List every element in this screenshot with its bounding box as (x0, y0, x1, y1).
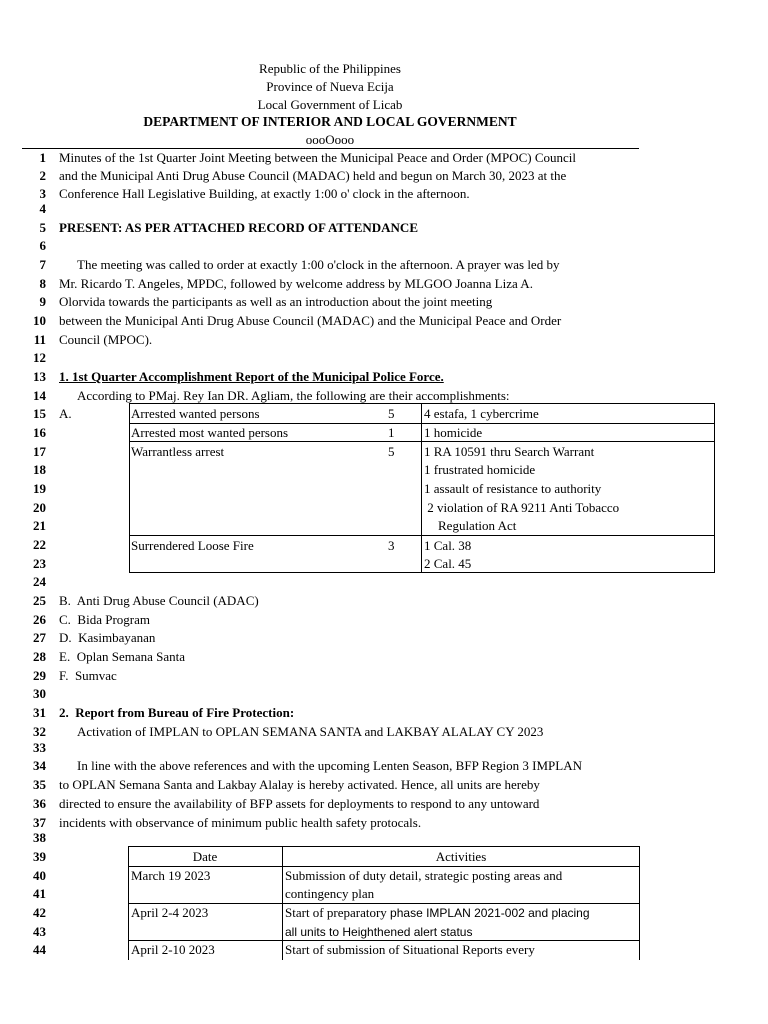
line-number: 24 (33, 574, 46, 589)
table-cell-detail: 1 homicide (424, 425, 483, 440)
table-cell-detail: 2 Cal. 45 (424, 556, 472, 571)
line-number: 33 (33, 740, 46, 755)
header-ornament: oooOooo (305, 132, 355, 147)
line-number: 35 (33, 777, 46, 792)
header-department: DEPARTMENT OF INTERIOR AND LOCAL GOVERNMENT (143, 114, 517, 129)
table-row-divider (128, 903, 640, 904)
line-number: 38 (33, 830, 46, 845)
table-cell-date: April 2-10 2023 (131, 942, 215, 957)
table-cell-count: 5 (388, 406, 395, 421)
line-number: 41 (33, 886, 46, 901)
line-number: 12 (33, 350, 46, 365)
table-cell-date: March 19 2023 (131, 868, 211, 883)
line-number: 10 (33, 313, 46, 328)
line-number: 37 (33, 815, 46, 830)
line-number: 4 (39, 201, 46, 216)
intro-line: Conference Hall Legislative Building, at exactly 1:00 o' clock in the afternoon. (59, 186, 470, 201)
opening-line: between the Municipal Anti Drug Abuse Council (MADAC) and the Municipal Peace and Order (59, 313, 562, 328)
line-number: 40 (33, 868, 46, 883)
table-cell-label: Warrantless arrest (131, 444, 225, 459)
line-number: 29 (33, 668, 46, 683)
table-cell-detail: 4 estafa, 1 cybercrime (424, 406, 539, 421)
header-province: Province of Nueva Ecija (266, 79, 394, 94)
table-header-date: Date (192, 849, 218, 864)
opening-line: Olorvida towards the participants as well as an introduction about the joint meeting (59, 294, 493, 309)
table-cell-detail: 2 violation of RA 9211 Anti Tobacco (424, 500, 620, 515)
table-cell-activity: Submission of duty detail, strategic posting areas and (285, 868, 563, 883)
table-row-divider (128, 866, 640, 867)
line-number: 22 (33, 537, 46, 552)
line-number: 3 (39, 186, 46, 201)
line-number: 21 (33, 518, 46, 533)
line-number: 30 (33, 686, 46, 701)
line-number: 39 (33, 849, 46, 864)
table-cell-label: Arrested most wanted persons (131, 425, 289, 440)
section1-item-a: A. (59, 406, 72, 421)
table-row-divider (129, 441, 715, 442)
opening-line: Council (MPOC). (59, 332, 153, 347)
table-cell-detail: 1 frustrated homicide (424, 462, 536, 477)
list-item: C. Bida Program (59, 612, 150, 627)
line-number: 11 (33, 332, 46, 347)
line-number: 13 (33, 369, 46, 384)
line-number: 20 (33, 500, 46, 515)
line-number: 23 (33, 556, 46, 571)
table-cell-count: 1 (388, 425, 395, 440)
line-number: 32 (33, 724, 46, 739)
line-number: 8 (39, 276, 46, 291)
header-lgu: Local Government of Licab (257, 97, 403, 112)
line-number: 36 (33, 796, 46, 811)
line-number: 28 (33, 649, 46, 664)
table-cell-label: Arrested wanted persons (131, 406, 260, 421)
section1-title: 1. 1st Quarter Accomplishment Report of the Municipal Police Force. (59, 369, 444, 384)
list-item: B. Anti Drug Abuse Council (ADAC) (59, 593, 259, 608)
list-item: E. Oplan Semana Santa (59, 649, 185, 664)
line-number: 1 (39, 150, 46, 165)
line-number: 16 (33, 425, 46, 440)
header-republic: Republic of the Philippines (259, 61, 401, 76)
table-row-divider (129, 535, 715, 536)
list-item: D. Kasimbayanan (59, 630, 156, 645)
table-cell-date: April 2-4 2023 (131, 905, 209, 920)
activity-text-sans: phase IMPLAN 2021-002 and placing (390, 906, 590, 920)
line-number: 6 (39, 238, 46, 253)
table-cell-count: 3 (388, 538, 395, 553)
intro-line: and the Municipal Anti Drug Abuse Council (MADAC) held and begun on March 30, 2023 at the (59, 168, 567, 183)
header-rule (22, 148, 639, 149)
line-number: 26 (33, 612, 46, 627)
line-number: 27 (33, 630, 46, 645)
table-cell-detail: Regulation Act (438, 518, 517, 533)
section2-title: 2. Report from Bureau of Fire Protection: (59, 705, 295, 720)
table-column-divider (421, 403, 422, 573)
section2-paragraph-line: to OPLAN Semana Santa and Lakbay Alalay is hereby activated. Hence, all units are hereby (59, 777, 540, 792)
line-number: 14 (33, 388, 46, 403)
table-cell-detail: 1 RA 10591 thru Search Warrant (424, 444, 595, 459)
line-number: 42 (33, 905, 46, 920)
line-number: 31 (33, 705, 46, 720)
line-number: 9 (39, 294, 46, 309)
table-row-divider (129, 423, 715, 424)
line-number: 7 (39, 257, 46, 272)
opening-line: The meeting was called to order at exactly 1:00 o'clock in the afternoon. A prayer was led by (77, 257, 560, 272)
table-cell-activity: Start of submission of Situational Reports every (285, 942, 535, 957)
table-header-activities: Activities (435, 849, 487, 864)
table-border-right (639, 846, 640, 960)
table-cell-detail: 1 assault of resistance to authority (424, 481, 602, 496)
table-cell-activity (285, 905, 590, 921)
table-cell-label: Surrendered Loose Fire (131, 538, 254, 553)
table-border-top (128, 846, 640, 847)
table-cell-activity: contingency plan (285, 886, 375, 901)
line-number: 15 (33, 406, 46, 421)
opening-line: Mr. Ricardo T. Angeles, MPDC, followed by welcome address by MLGOO Joanna Liza A. (59, 276, 533, 291)
list-item: F. Sumvac (59, 668, 117, 683)
line-number: 44 (33, 942, 46, 957)
section2-paragraph-line: incidents with observance of minimum public health safety protocals. (59, 815, 422, 830)
line-number: 2 (39, 168, 46, 183)
intro-line: Minutes of the 1st Quarter Joint Meeting between the Municipal Peace and Order (MPOC) Council (59, 150, 576, 165)
section2-paragraph-line: directed to ensure the availability of BFP assets for deployments to respond to any untoward (59, 796, 540, 811)
line-number: 25 (33, 593, 46, 608)
line-number: 5 (39, 220, 46, 235)
table-cell-activity: all units to Heighthened alert status (285, 925, 473, 939)
table-row-divider (128, 940, 640, 941)
line-number: 34 (33, 758, 46, 773)
section2-activation: Activation of IMPLAN to OPLAN SEMANA SANTA and LAKBAY ALALAY CY 2023 (77, 724, 544, 739)
activity-text-serif: Start of preparatory (285, 905, 391, 920)
line-number: 18 (33, 462, 46, 477)
table-cell-detail: 1 Cal. 38 (424, 538, 472, 553)
line-number: 17 (33, 444, 46, 459)
section2-paragraph-line: In line with the above references and with the upcoming Lenten Season, BFP Region 3 IMPLAN (77, 758, 582, 773)
line-number: 19 (33, 481, 46, 496)
line-number: 43 (33, 924, 46, 939)
section1-according: According to PMaj. Rey Ian DR. Agliam, the following are their accomplishments: (77, 388, 510, 403)
table-cell-count: 5 (388, 444, 395, 459)
present-heading: PRESENT: AS PER ATTACHED RECORD OF ATTENDANCE (59, 220, 418, 235)
